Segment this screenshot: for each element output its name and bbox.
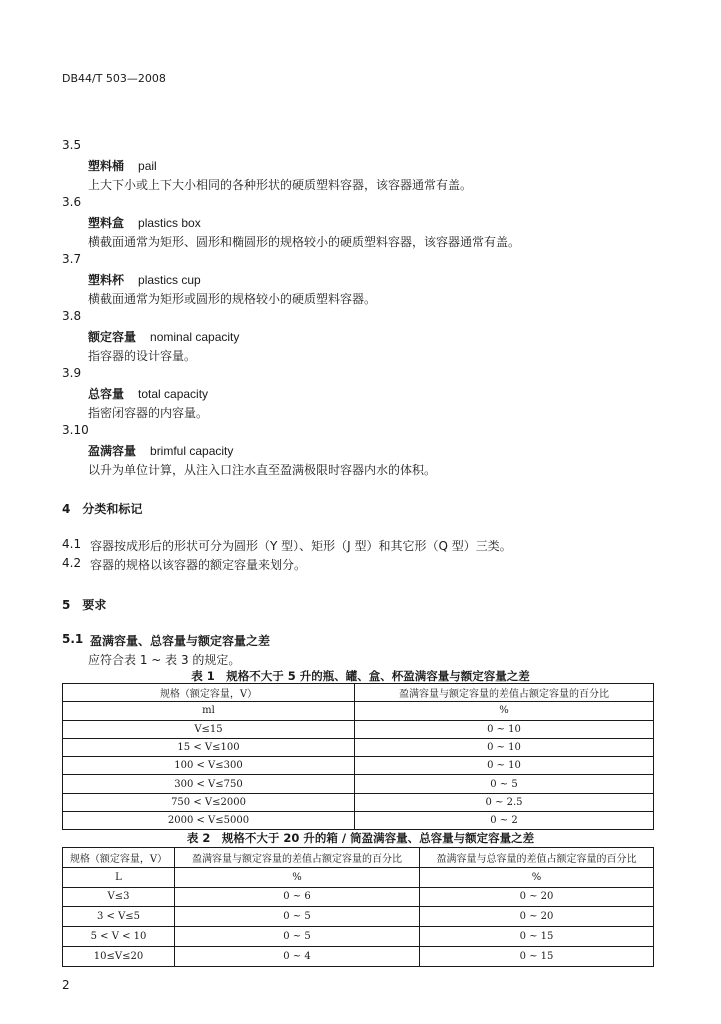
term-en: plastics box bbox=[138, 216, 201, 230]
section-heading: 4 分类和标记 bbox=[62, 502, 143, 516]
term-en: nominal capacity bbox=[150, 330, 240, 344]
table-unit-cell: ml bbox=[63, 702, 355, 720]
clause-number: 4.1 bbox=[62, 537, 82, 551]
table-cell: 0 ~ 2 bbox=[355, 812, 654, 830]
term-en: pail bbox=[138, 159, 157, 173]
table-cell: 0 ~ 20 bbox=[420, 907, 654, 927]
term-number: 3.8 bbox=[62, 309, 82, 323]
table-cell: 0 ~ 5 bbox=[175, 907, 420, 927]
clause-text: 容器的规格以该容器的额定容量来划分。 bbox=[90, 558, 307, 572]
table-cell: 0 ~ 2.5 bbox=[355, 793, 654, 811]
clause-title: 盈满容量、总容量与额定容量之差 bbox=[90, 634, 271, 648]
term-title bbox=[88, 214, 201, 231]
term-definition: 指密闭容器的内容量。 bbox=[88, 406, 209, 420]
table-cell: 0 ~ 20 bbox=[420, 887, 654, 907]
term-title bbox=[88, 157, 157, 174]
table-1 bbox=[62, 683, 654, 830]
document-code: DB44/T 503—2008 bbox=[62, 72, 166, 85]
table-row bbox=[63, 757, 654, 775]
table-cell: 3 < V≤5 bbox=[63, 907, 175, 927]
table-unit-cell: L bbox=[63, 867, 175, 887]
table-row bbox=[63, 775, 654, 793]
term-en: plastics cup bbox=[138, 273, 201, 287]
clause-text: 容器按成形后的形状可分为圆形（Y 型）、矩形（J 型）和其它形（Q 型）三类。 bbox=[90, 539, 512, 553]
table-cell: 10≤V≤20 bbox=[63, 946, 175, 966]
table-header-cell: 盈满容量与额定容量的差值占额定容量的百分比 bbox=[355, 684, 654, 702]
table-header-row bbox=[63, 684, 654, 702]
term-zh: 塑料桶 bbox=[88, 159, 125, 173]
term-definition: 上大下小或上下大小相同的各种形状的硬质塑料容器，该容器通常有盖。 bbox=[88, 178, 473, 192]
table-cell: 0 ~ 15 bbox=[420, 927, 654, 947]
page-number: 2 bbox=[62, 978, 70, 992]
term-title bbox=[88, 442, 233, 459]
term-en: total capacity bbox=[138, 387, 209, 401]
table-row bbox=[63, 887, 654, 907]
term-title bbox=[88, 328, 239, 345]
table-cell: 0 ~ 5 bbox=[355, 775, 654, 793]
term-definition: 横截面通常为矩形或圆形的规格较小的硬质塑料容器。 bbox=[88, 292, 377, 306]
table-cell: 0 ~ 15 bbox=[420, 946, 654, 966]
table-row bbox=[63, 720, 654, 738]
term-zh: 塑料杯 bbox=[88, 273, 125, 287]
table-header-cell: 盈满容量与总容量的差值占额定容量的百分比 bbox=[420, 848, 654, 868]
table-cell: 0 ~ 10 bbox=[355, 738, 654, 756]
table-cell: 0 ~ 6 bbox=[175, 887, 420, 907]
table-cell: 2000 < V≤5000 bbox=[63, 812, 355, 830]
clause-text: 应符合表 1 ~ 表 3 的规定。 bbox=[88, 653, 241, 667]
term-number: 3.9 bbox=[62, 366, 82, 380]
table-unit-row bbox=[63, 867, 654, 887]
table-cell: V≤15 bbox=[63, 720, 355, 738]
table-cell: 15 < V≤100 bbox=[63, 738, 355, 756]
clause-number: 4.2 bbox=[62, 556, 82, 570]
table-unit-cell: % bbox=[175, 867, 420, 887]
term-number: 3.6 bbox=[62, 195, 82, 209]
table-row bbox=[63, 907, 654, 927]
table-cell: 0 ~ 5 bbox=[175, 927, 420, 947]
term-title bbox=[88, 385, 208, 402]
table-cell: 0 ~ 10 bbox=[355, 720, 654, 738]
term-zh: 塑料盒 bbox=[88, 216, 125, 230]
clause-number: 5.1 bbox=[62, 632, 84, 646]
term-zh: 盈满容量 bbox=[88, 444, 137, 458]
table-unit-cell: % bbox=[420, 867, 654, 887]
table-row bbox=[63, 812, 654, 830]
term-zh: 额定容量 bbox=[88, 330, 137, 344]
term-number: 3.10 bbox=[62, 423, 89, 437]
table-cell: 0 ~ 10 bbox=[355, 757, 654, 775]
table-row bbox=[63, 738, 654, 756]
table-header-row bbox=[63, 848, 654, 868]
table-cell: 5 < V < 10 bbox=[63, 927, 175, 947]
table-1-caption: 表 1 规格不大于 5 升的瓶、罐、盒、杯盈满容量与额定容量之差 bbox=[191, 669, 530, 683]
table-cell: 100 < V≤300 bbox=[63, 757, 355, 775]
table-header-cell: 规格（额定容量，V） bbox=[63, 684, 355, 702]
term-number: 3.7 bbox=[62, 252, 82, 266]
term-definition: 指容器的设计容量。 bbox=[88, 349, 197, 363]
term-zh: 总容量 bbox=[88, 387, 125, 401]
table-row bbox=[63, 793, 654, 811]
table-row bbox=[63, 946, 654, 966]
table-cell: 750 < V≤2000 bbox=[63, 793, 355, 811]
table-cell: V≤3 bbox=[63, 887, 175, 907]
table-row bbox=[63, 927, 654, 947]
table-unit-cell: % bbox=[355, 702, 654, 720]
table-cell: 0 ~ 4 bbox=[175, 946, 420, 966]
table-header-cell: 盈满容量与额定容量的差值占额定容量的百分比 bbox=[175, 848, 420, 868]
term-definition: 以升为单位计算，从注入口注水直至盈满极限时容器内水的体积。 bbox=[88, 463, 437, 477]
term-en: brimful capacity bbox=[150, 444, 234, 458]
term-definition: 横截面通常为矩形、圆形和椭圆形的规格较小的硬质塑料容器，该容器通常有盖。 bbox=[88, 235, 521, 249]
section-heading: 5 要求 bbox=[62, 598, 107, 612]
table-2 bbox=[62, 847, 654, 967]
table-cell: 300 < V≤750 bbox=[63, 775, 355, 793]
table-2-caption: 表 2 规格不大于 20 升的箱 / 筒盈满容量、总容量与额定容量之差 bbox=[186, 831, 535, 845]
table-header-cell: 规格（额定容量，V） bbox=[63, 848, 175, 868]
term-title bbox=[88, 271, 201, 288]
term-number: 3.5 bbox=[62, 138, 82, 152]
table-unit-row bbox=[63, 702, 654, 720]
